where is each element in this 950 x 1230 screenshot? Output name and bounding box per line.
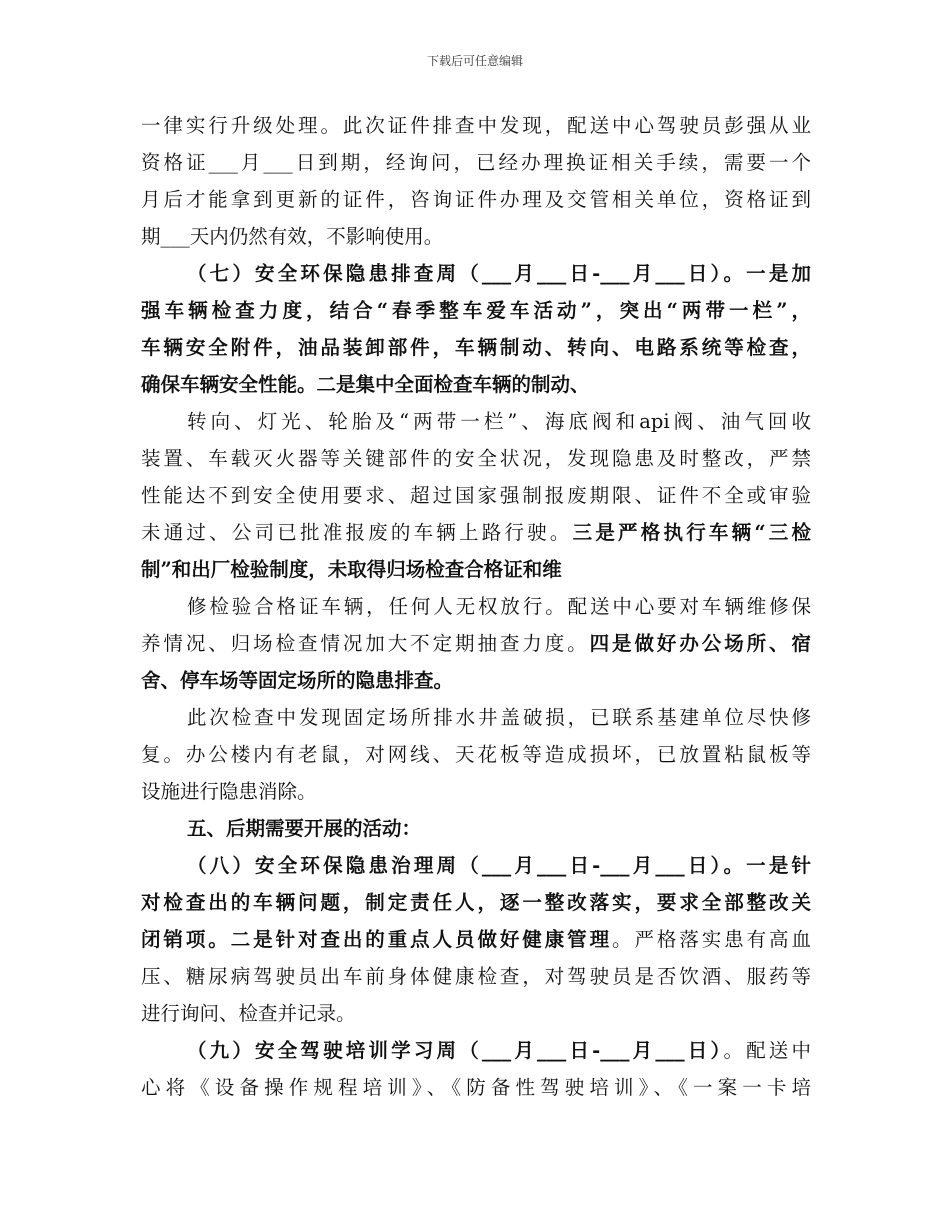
text-segment: 。严格落实患有高血: [612, 928, 811, 951]
text-segment: 装置、车载灭火器等关键部件的安全状况，发现隐患及时整改，严禁: [141, 447, 811, 470]
bold-text-segment: 车辆安全附件，油品装卸部件，车辆制动、转向、电路系统等检查，: [141, 336, 811, 359]
text-line: [141, 403, 811, 440]
text-segment: 月后才能拿到更新的证件，咨询证件办理及交管相关单位，资格证到: [141, 188, 811, 211]
text-line: [141, 292, 811, 329]
text-segment: 一律实行升级处理。此次证件排查中发现，配送中心驾驶员彭强从业: [141, 114, 811, 137]
text-line: [141, 773, 811, 810]
text-segment: 期___天内仍然有效，不影响使用。: [141, 225, 444, 248]
text-line: [141, 1069, 811, 1106]
bold-text-segment: 确保车辆安全性能。二是集中全面检查车辆的制动、: [141, 373, 590, 396]
text-line: [141, 144, 811, 181]
bold-text-segment: 强车辆检查力度，结合“春季整车爱车活动”，突出“两带一栏”，: [141, 299, 811, 322]
document-body: [141, 107, 811, 1106]
text-line: [141, 995, 811, 1032]
text-segment: 复。办公楼内有老鼠，对网线、天花板等造成损坏，已放置粘鼠板等: [141, 743, 811, 766]
text-line: [141, 736, 811, 773]
text-segment: 资格证___月___日到期，经询问，已经办理换证相关手续，需要一个: [141, 151, 811, 174]
text-line: [141, 662, 811, 699]
text-segment: 性能达不到安全使用要求、超过国家强制报废期限、证件不全或审验: [141, 484, 811, 507]
text-line: [141, 847, 811, 884]
text-segment: 进行询问、检查并记录。: [141, 1002, 356, 1025]
bold-text-segment: 对检查出的车辆问题，制定责任人，逐一整改落实，要求全部整改关: [141, 891, 811, 914]
bold-text-segment: （九）安全驾驶培训学习周（___月___日-___月___日）: [187, 1039, 724, 1062]
text-line: [141, 477, 811, 514]
bold-text-segment: 五、后期需要开展的活动：: [187, 817, 422, 840]
bold-text-segment: 制”和出厂检验制度，未取得归场检查合格证和维: [141, 558, 562, 581]
text-segment: 此次检查中发现固定场所排水井盖破损，已联系基建单位尽快修: [187, 706, 811, 729]
text-line: [141, 810, 811, 847]
text-segment: 养情况、归场检查情况加大不定期抽查力度。: [141, 632, 590, 655]
text-segment: 心将《设备操作规程培训》、《防备性驾驶培训》、《一案一卡培: [141, 1076, 811, 1099]
text-segment: 设施进行隐患消除。: [141, 780, 317, 803]
text-line: [141, 107, 811, 144]
text-line: [141, 181, 811, 218]
bold-text-segment: 闭销项。二是针对查出的重点人员做好健康管理: [141, 928, 613, 951]
text-segment: 压、糖尿病驾驶员出车前身体健康检查，对驾驶员是否饮酒、服药等: [141, 965, 811, 988]
text-segment: 未通过、公司已批准报废的车辆上路行驶。: [141, 521, 573, 544]
text-line: [141, 921, 811, 958]
text-line: [141, 255, 811, 292]
text-line: [141, 329, 811, 366]
text-line: [141, 440, 811, 477]
bold-text-segment: （七）安全环保隐患排查周（___月___日-___月___日）。一是加: [187, 262, 811, 285]
text-line: [141, 588, 811, 625]
text-line: [141, 884, 811, 921]
bold-text-segment: 三是严格执行车辆“三检: [572, 521, 811, 544]
page-header: 下载后可任意编辑: [426, 54, 523, 68]
text-line: [141, 514, 811, 551]
bold-text-segment: 四是做好办公场所、宿: [589, 632, 811, 655]
bold-text-segment: （八）安全环保隐患治理周（___月___日-___月___日）。一是针: [187, 854, 811, 877]
text-line: [141, 218, 811, 255]
text-segment: 修检验合格证车辆，任何人无权放行。配送中心要对车辆维修保: [187, 595, 811, 618]
text-line: [141, 625, 811, 662]
text-segment: 转向、灯光、轮胎及“两带一栏”、海底阀和api阀、油气回收: [187, 410, 811, 433]
text-line: [141, 551, 811, 588]
text-line: [141, 958, 811, 995]
text-line: [141, 699, 811, 736]
text-line: [141, 366, 811, 403]
text-line: [141, 1032, 811, 1069]
bold-text-segment: 舍、停车场等固定场所的隐患排查。: [141, 669, 454, 692]
text-segment: 。配送中: [723, 1039, 811, 1062]
